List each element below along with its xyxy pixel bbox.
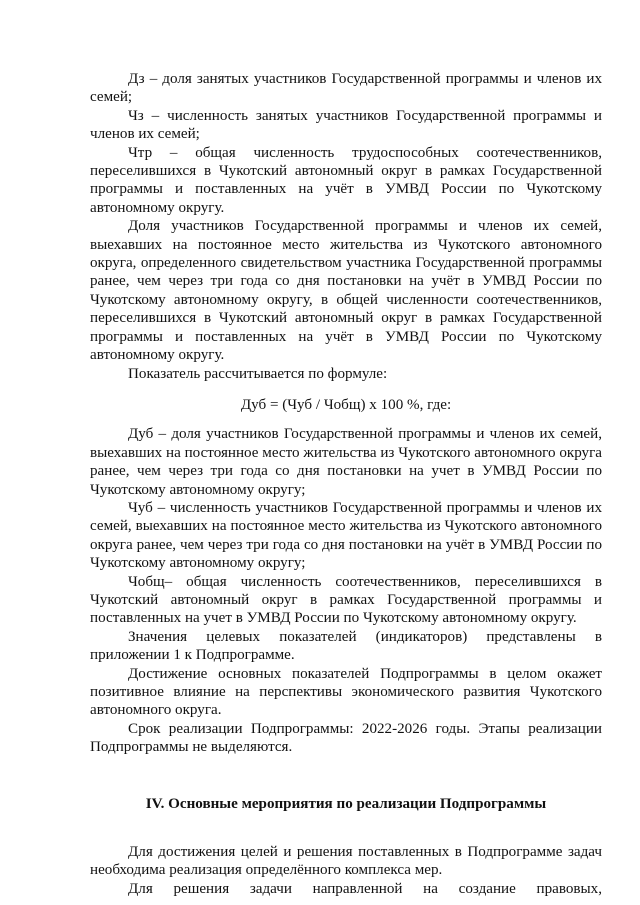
paragraph-achievement: Достижение основных показателей Подпрограммы в целом окажет позитивное влияние на перспективы экономического развития Чукотского автономного округа. bbox=[90, 665, 602, 719]
paragraph-measures: Для достижения целей и решения поставленных в Подпрограмме задач необходима реализация определённого комплекса мер. bbox=[90, 844, 602, 879]
paragraph-share-description: Доля участников Государственной программы и членов их семей, выехавших на постоянное место жительства из Чукотского автономного округа, определенного свидетельством участника Государственной программы ранее, чем через три года со дня постановки на учёт в УМВД России по Чукотскому автономному округу, в общей численности соотечественников, переселившихся в Чукотский автономный округ в рамках Государственной программы и поставленных на учёт в УМВД России по Чукотскому автономному округу. bbox=[90, 218, 602, 364]
paragraph-task-solution: Для решения задачи направленной на создание правовых, bbox=[128, 880, 602, 897]
paragraph-dz-definition: Дз – доля занятых участников Государственной программы и членов их семей; bbox=[90, 71, 602, 106]
document-page bbox=[90, 70, 602, 898]
paragraph-target-values: Значения целевых показателей (индикаторов) представлены в приложении 1 к Подпрограмме. bbox=[90, 628, 602, 664]
paragraph-chtr-definition: Чтр – общая численность трудоспособных соотечественников, переселившихся в Чукотский автономный округ в рамках Государственной программы и поставленных на учёт в УМВД России по Чукотскому автономному округу. bbox=[90, 144, 602, 216]
paragraph-chub-definition: Чуб – численность участников Государственной программы и членов их семей, выехавших на постоянное место жительства из Чукотского автономного округа ранее, чем через три года со дня постановки на учёт в УМВД России по Чукотскому автономному округу; bbox=[90, 499, 602, 572]
paragraph-dub-definition: Дуб – доля участников Государственной программы и членов их семей, выехавших на постоянное место жительства из Чукотского автономного округа ранее, чем через три года со дня постановки на учет в УМВД России по Чукотскому автономному округу; bbox=[90, 426, 602, 498]
heading-spacer bbox=[90, 813, 602, 843]
formula: Дуб = (Чуб / Чобщ) х 100 %, где: bbox=[240, 396, 452, 413]
paragraph-chobshch-definition: Чобщ– общая численность соотечественников, переселившихся в Чукотский автономный округ в рамках Государственной программы и поставленных на учет в УМВД России по Чукотскому автономному округу. bbox=[90, 573, 602, 627]
paragraph-formula-intro: Показатель рассчитывается по формуле: bbox=[128, 365, 388, 382]
paragraph-chz-definition: Чз – численность занятых участников Государственной программы и членов их семей; bbox=[90, 107, 602, 143]
section-heading: IV. Основные мероприятия по реализации Подпрограммы bbox=[145, 795, 547, 812]
paragraph-implementation-period: Срок реализации Подпрограммы: 2022-2026 годы. Этапы реализации Подпрограммы не выделяются. bbox=[90, 720, 602, 756]
